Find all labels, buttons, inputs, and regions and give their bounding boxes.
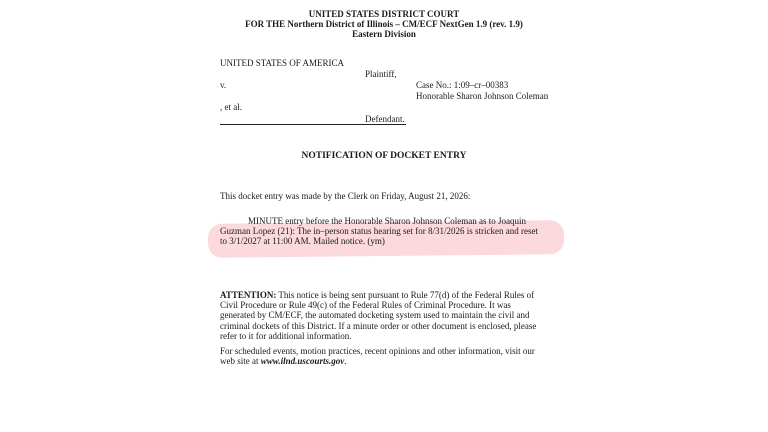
attention-line: criminal dockets of this District. If a minute order or other document is enclosed, please [220, 320, 537, 331]
minute-entry-line: Guzman Lopez (21): The in–person status hearing set for 8/31/2026 is stricken and reset [220, 226, 539, 237]
attention-line: Civil Procedure or Rule 49(c) of the Federal Rules of Criminal Procedure. It was [220, 300, 511, 311]
court-district: FOR THE Northern District of Illinois – CM/ECF NextGen 1.9 (rev. 1.9) [245, 19, 523, 29]
plaintiff-name: UNITED STATES OF AMERICA [220, 58, 345, 68]
court-website-link[interactable]: www.ilnd.uscourts.gov [260, 356, 345, 367]
minute-entry-line: to 3/1/2027 at 11:00 AM. Mailed notice. (ym) [220, 236, 385, 247]
caption-divider [220, 124, 406, 125]
court-name: UNITED STATES DISTRICT COURT [308, 9, 460, 19]
court-division: Eastern Division [352, 29, 416, 39]
case-number: Case No.: 1:09–cr–00383 [416, 80, 509, 90]
defendant-name: , et al. [220, 102, 242, 112]
footer-line: For scheduled events, motion practices, recent opinions and other information, visit our [220, 346, 535, 356]
attention-label: ATTENTION: [220, 290, 277, 300]
notice-title: NOTIFICATION OF DOCKET ENTRY [301, 151, 467, 161]
judge-name: Honorable Sharon Johnson Coleman [416, 91, 549, 101]
attention-line: refer to it for additional information. [220, 330, 352, 341]
attention-notice [220, 290, 560, 341]
footer-info [220, 346, 560, 366]
minute-entry [220, 216, 560, 247]
attention-line: This notice is being sent pursuant to Rule 77(d) of the Federal Rules of [276, 290, 535, 300]
footer-line-suffix: . [344, 356, 347, 367]
attention-line: generated by CM/ECF, the automated docketing system used to maintain the civil and [220, 310, 530, 321]
defendant-label: Defendant. [365, 114, 405, 124]
entry-intro: This docket entry was made by the Clerk on Friday, August 21, 2026: [220, 191, 471, 201]
minute-entry-line: MINUTE entry before the Honorable Sharon Johnson Coleman as to Joaquin [248, 216, 526, 226]
versus-label: v. [220, 80, 227, 90]
plaintiff-label: Plaintiff, [365, 69, 397, 79]
footer-line-prefix: web site at [220, 356, 261, 367]
